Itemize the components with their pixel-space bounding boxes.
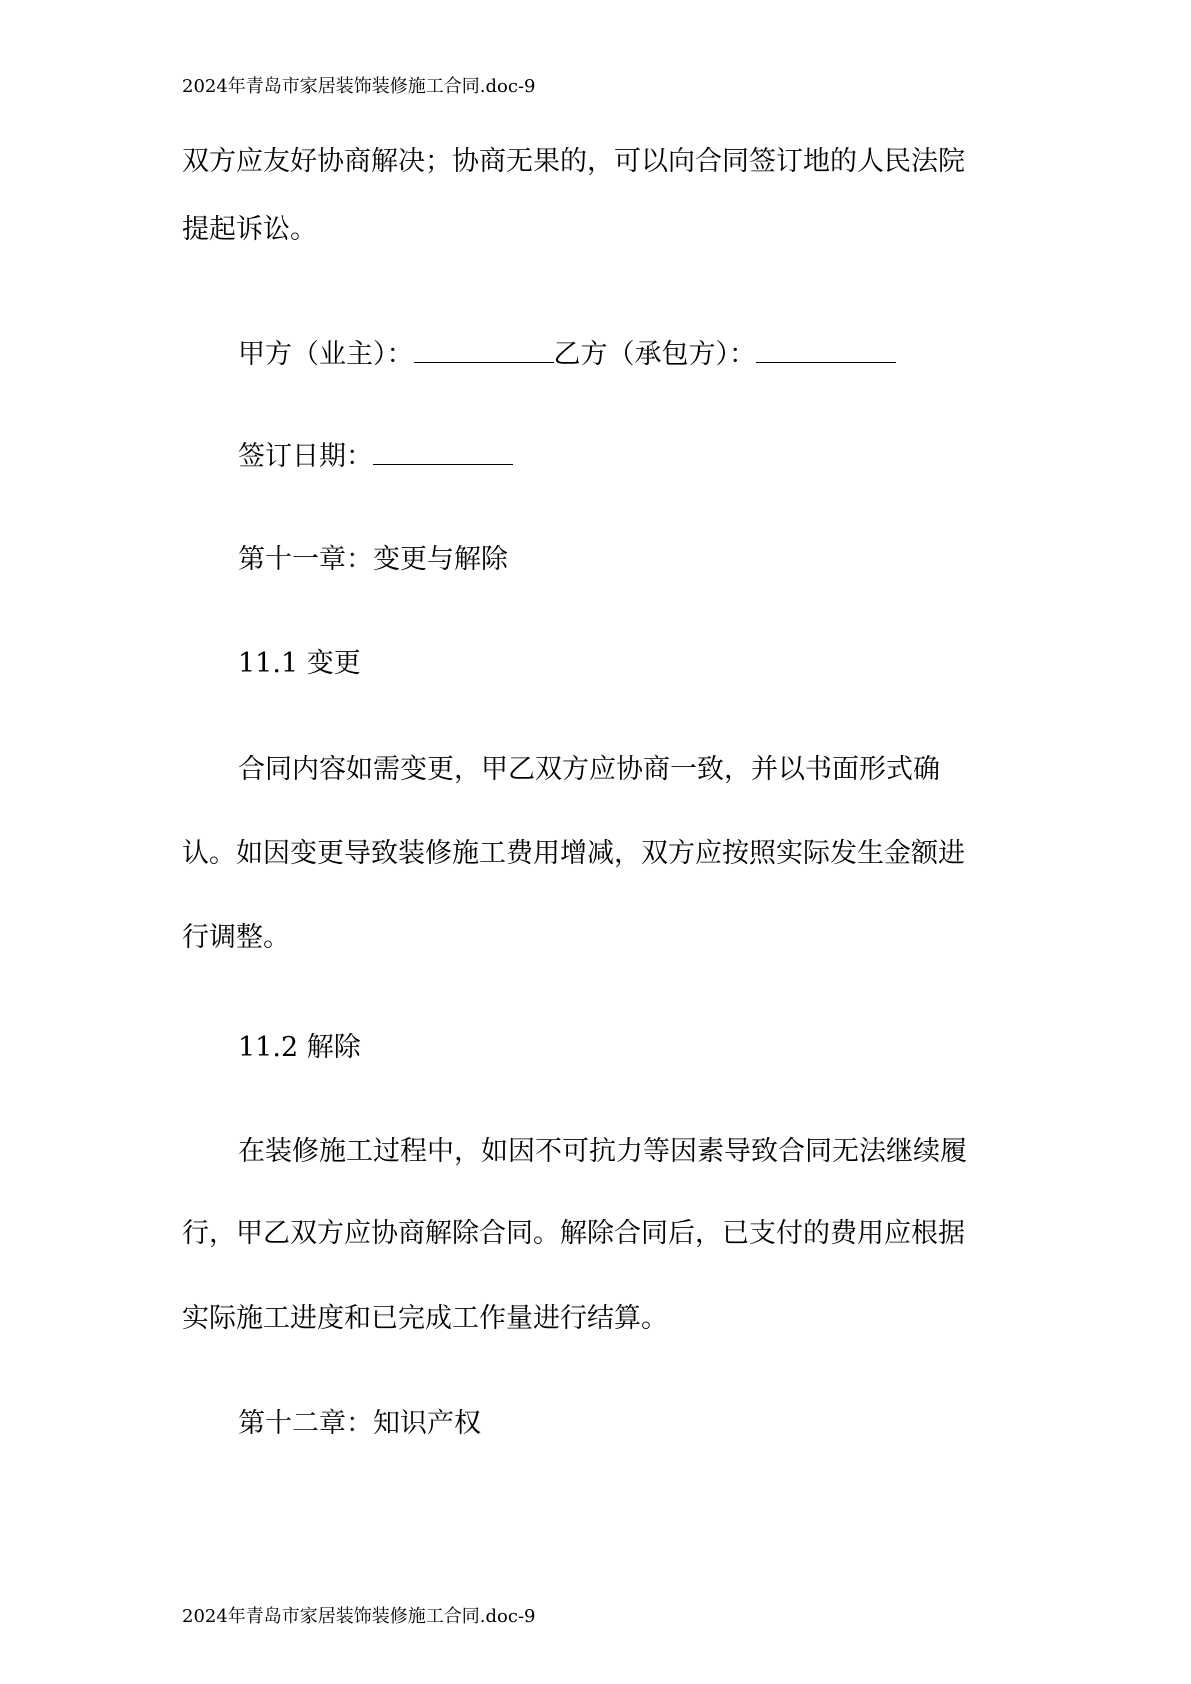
party-a-blank — [414, 340, 554, 363]
signature-line-parties — [238, 340, 896, 368]
sign-date-label: 签订日期： — [238, 441, 373, 472]
chapter-heading: 第十二章：知识产权 — [238, 1408, 481, 1439]
paragraph-line: 提起诉讼。 — [182, 214, 317, 245]
paragraph-line: 合同内容如需变更，甲乙双方应协商一致，并以书面形式确 — [238, 754, 940, 785]
signature-line-date — [238, 442, 513, 470]
page-header: 2024年青岛市家居装饰装修施工合同.doc-9 — [182, 76, 536, 97]
page-footer: 2024年青岛市家居装饰装修施工合同.doc-9 — [182, 1606, 536, 1627]
party-b-blank — [756, 340, 896, 363]
sign-date-blank — [373, 442, 513, 465]
paragraph-line: 行调整。 — [182, 922, 290, 953]
paragraph-line: 在装修施工过程中，如因不可抗力等因素导致合同无法继续履 — [238, 1136, 967, 1167]
paragraph-line: 行，甲乙双方应协商解除合同。解除合同后，已支付的费用应根据 — [182, 1218, 965, 1249]
paragraph-line: 双方应友好协商解决；协商无果的，可以向合同签订地的人民法院 — [182, 146, 965, 177]
section-heading: 11.1 变更 — [238, 648, 361, 679]
paragraph-line: 认。如因变更导致装修施工费用增减，双方应按照实际发生金额进 — [182, 838, 965, 869]
party-b-label: 乙方（承包方）： — [553, 339, 756, 370]
paragraph-line: 实际施工进度和已完成工作量进行结算。 — [182, 1303, 668, 1334]
party-a-label: 甲方（业主）： — [238, 339, 414, 370]
section-heading: 11.2 解除 — [238, 1032, 361, 1063]
chapter-heading: 第十一章：变更与解除 — [238, 544, 508, 575]
